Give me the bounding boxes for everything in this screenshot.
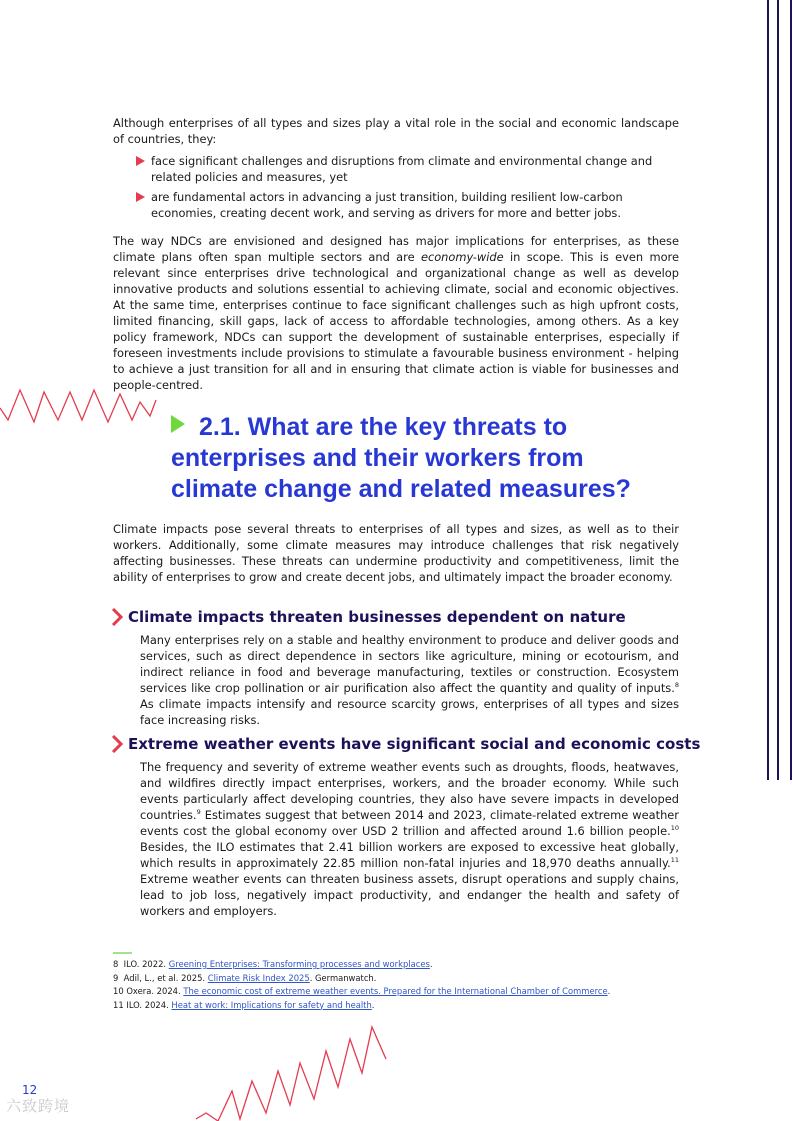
subsection-heading-text: Extreme weather events have significant social and economic costs — [128, 735, 701, 753]
page-number: 12 — [22, 1083, 38, 1097]
footnote-text: ILO. 2022. — [123, 959, 169, 969]
footnote-number: 8 — [113, 959, 119, 969]
footnote-text: Oxera. 2024. — [126, 986, 184, 996]
list-item — [113, 153, 679, 185]
footnote-number: 10 — [113, 986, 124, 996]
footnote-number: 9 — [113, 972, 119, 983]
section-heading — [171, 412, 651, 505]
chevron-right-icon — [110, 735, 124, 753]
footnote-text: . — [429, 959, 433, 969]
footnote-ref[interactable]: 10 — [670, 824, 679, 833]
decorative-rule — [767, 0, 769, 780]
ndc-text: in scope. This is even more relevant since enterprises drive technological and organizational change as well as develop innovative products and solutions essential to achieving climate, social and economic objectives. At the same time, enterprises continue to face significant challenges such as high upfront costs, limited financing, skill gaps, lack of access to affordable technologies, among others. As a key policy framework, NDCs can support the development of sustainable enterprises, especially if foreseen investments include provisions to stimulate a favourable business environment - helping to achieve a just transition for all and in ensuring that climate action is viable for businesses and people-centred. — [113, 250, 679, 392]
chevron-right-icon — [110, 608, 124, 626]
subsection-paragraph — [140, 632, 679, 728]
list-item — [113, 189, 679, 221]
footnote-link[interactable]: Climate Risk Index 2025 — [207, 972, 310, 983]
footnote-link[interactable]: Greening Enterprises: Transforming processes and workplaces — [168, 959, 430, 969]
footnote-ref[interactable]: 8 — [674, 681, 679, 690]
bullet-triangle-icon — [136, 156, 145, 166]
subsection-heading-text: Climate impacts threaten businesses dependent on nature — [128, 608, 626, 626]
footnote — [113, 985, 610, 999]
footnote-number: 11 — [113, 999, 124, 1010]
paragraph-text: The frequency and severity of extreme weather events such as droughts, floods, heatwaves, and wildfires directly impact enterprises, workers, and the broader economy. While such events particularly affect developing countries, they also have severe impacts in developed countries. — [140, 760, 679, 822]
footnote — [113, 958, 610, 972]
paragraph-text: Extreme weather events can threaten business assets, disrupt operations and supply chains, lead to job loss, negatively impact productivity, and endanger the health and safety of workers and employers. — [140, 872, 679, 918]
footnote — [113, 972, 610, 986]
footnote-link[interactable]: Heat at work: Implications for safety and health — [171, 999, 372, 1010]
paragraph-text: As climate impacts intensify and resource scarcity grows, enterprises of all types and sizes face increasing risks. — [140, 697, 679, 727]
watermark: 六致跨境 — [6, 1097, 71, 1115]
paragraph-text: Estimates suggest that between 2014 and 2023, climate-related extreme weather events cost the global economy over USD 2 trillion and affected around 1.6 billion people. — [140, 808, 679, 838]
section-heading-text: 2.1. What are the key threats to enterprises and their workers from climate change and related measures? — [171, 413, 631, 503]
decorative-rule — [790, 0, 792, 780]
section-paragraph: Climate impacts pose several threats to enterprises of all types and sizes, as well as to their workers. Additionally, some climate measures may introduce challenges that risk negatively affecting businesses. These threats can undermine productivity and competitiveness, limit the ability of enterprises to grow and create decent jobs, and ultimately impact the broader economy. — [113, 522, 679, 584]
footnote-text: ILO. 2024. — [126, 999, 172, 1010]
ndc-text: The way NDCs are envisioned and designed has major implications for enterprises, as these climate plans often span multiple sectors and are — [113, 234, 679, 264]
footnote-link[interactable]: The economic cost of extreme weather events. Prepared for the International Chamber of Commerce — [183, 986, 608, 996]
subsection-heading — [113, 734, 700, 754]
subsection-heading — [113, 607, 626, 627]
bullet-triangle-icon — [136, 192, 145, 202]
ndc-emphasis: economy-wide — [420, 250, 504, 264]
footnote-ref[interactable]: 11 — [670, 856, 679, 865]
intro-bullet-list — [113, 153, 679, 225]
footnote-text: . — [371, 999, 375, 1010]
paragraph-text: Many enterprises rely on a stable and healthy environment to produce and deliver goods and services, such as direct dependence in sectors like agriculture, mining or ecotourism, and indirect reliance in food and beverage manufacturing, textiles or construction. Ecosystem services like crop pollination or air purification also affect the quantity and quality of inputs. — [140, 633, 679, 695]
decorative-rule — [777, 0, 779, 780]
footnote — [113, 999, 610, 1013]
ndc-paragraph — [113, 233, 679, 393]
bullet-text: are fundamental actors in advancing a just transition, building resilient low-carbon economies, creating decent work, and serving as drivers for more and better jobs. — [151, 190, 623, 220]
footnote-text: Adil, L., et al. 2025. — [123, 972, 208, 983]
footnote-list — [113, 958, 610, 1012]
footnote-text: . — [607, 986, 611, 996]
decorative-zigzag-bottom — [190, 1015, 390, 1121]
footnote-text: . Germanwatch. — [309, 972, 377, 983]
subsection-paragraph — [140, 759, 679, 919]
footnote-ref[interactable]: 9 — [196, 808, 201, 817]
paragraph-text: Besides, the ILO estimates that 2.41 billion workers are exposed to excessive heat globally, which results in approximately 22.85 million non-fatal injuries and 18,970 deaths annually. — [140, 840, 679, 870]
intro-paragraph: Although enterprises of all types and sizes play a vital role in the social and economic landscape of countries, they: — [113, 116, 679, 146]
footnote-divider — [113, 952, 132, 954]
play-triangle-icon — [171, 415, 185, 433]
bullet-text: face significant challenges and disruptions from climate and environmental change and related policies and measures, yet — [151, 154, 653, 184]
